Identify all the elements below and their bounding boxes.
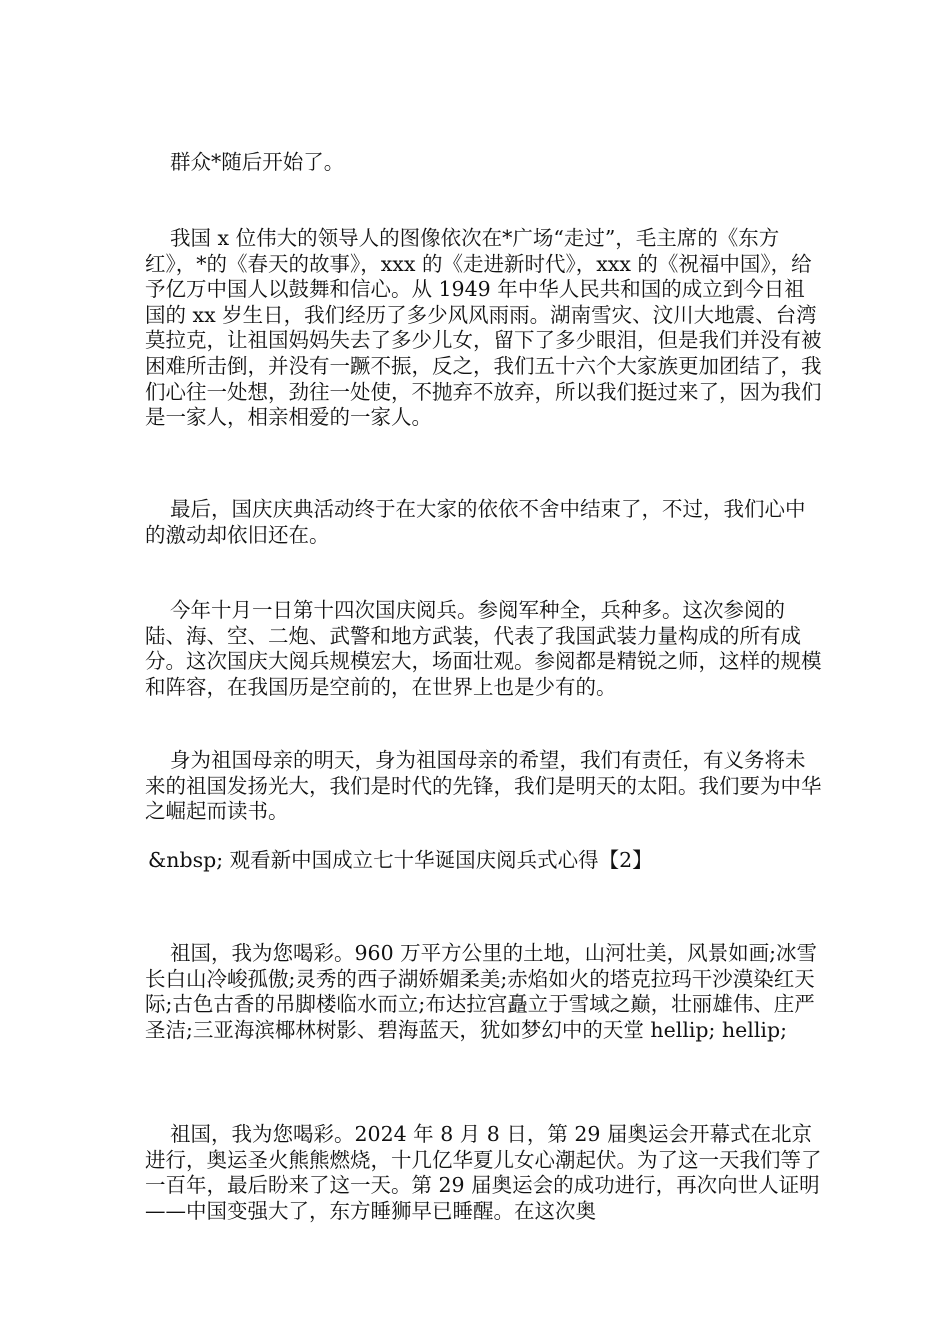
section-heading: &nbsp; 观看新中国成立七十华诞国庆阅兵式心得【2】 (148, 848, 653, 872)
paragraph-3: 最后，国庆庆典活动终于在大家的依依不舍中结束了，不过，我们心中的激动却依旧还在。 (145, 497, 806, 547)
paragraph-7: 祖国，我为您喝彩。2024 年 8 月 8 日，第 29 届奥运会开幕式在北京进行，奥运圣火熊熊燃烧，十几亿华夏儿女心潮起伏。为了这一天我们等了一百年，最后盼来了这一天。第 29 届奥运会的成功进行，再次向世人证明——中国变强大了，东方睡狮早已睡醒。在这次奥 (145, 1122, 822, 1223)
paragraph-6: 祖国，我为您喝彩。960 万平方公里的土地，山河壮美，风景如画;冰雪长白山冷峻孤傲;灵秀的西子湖娇媚柔美;赤焰如火的塔克拉玛干沙漠染红天际;古色古香的吊脚楼临水而立;布达拉宫矗立于雪域之巅，壮丽雄伟、庄严圣洁;三亚海滨椰林树影、碧海蓝天，犹如梦幻中的天堂 hellip; hellip; (145, 941, 818, 1042)
paragraph-4: 今年十月一日第十四次国庆阅兵。参阅军种全，兵种多。这次参阅的陆、海、空、二炮、武警和地方武装，代表了我国武装力量构成的所有成分。这次国庆大阅兵规模宏大，场面壮观。参阅都是精锐之师，这样的规模和阵容，在我国历是空前的，在世界上也是少有的。 (145, 598, 822, 699)
paragraph-2: 我国 x 位伟大的领导人的图像依次在*广场“走过”，毛主席的《东方红》，*的《春天的故事》，xxx 的《走进新时代》，xxx 的《祝福中国》，给予亿万中国人以鼓舞和信心。从 1949 年中华人民共和国的成立到今日祖国的 xx 岁生日，我们经历了多少风风雨雨。湖南雪灾、汶川大地震、台湾莫拉克，让祖国妈妈失去了多少儿女，留下了多少眼泪，但是我们并没有被困难所击倒，并没有一蹶不振，反之，我们五十六个大家族更加团结了，我们心往一处想，劲往一处使，不抛弃不放弃，所以我们挺过来了，因为我们是一家人，相亲相爱的一家人。 (145, 226, 822, 430)
paragraph-5: 身为祖国母亲的明天，身为祖国母亲的希望，我们有责任，有义务将未来的祖国发扬光大，我们是时代的先锋，我们是明天的太阳。我们要为中华之崛起而读书。 (145, 748, 822, 824)
paragraph-1: 群众*随后开始了。 (170, 150, 345, 174)
